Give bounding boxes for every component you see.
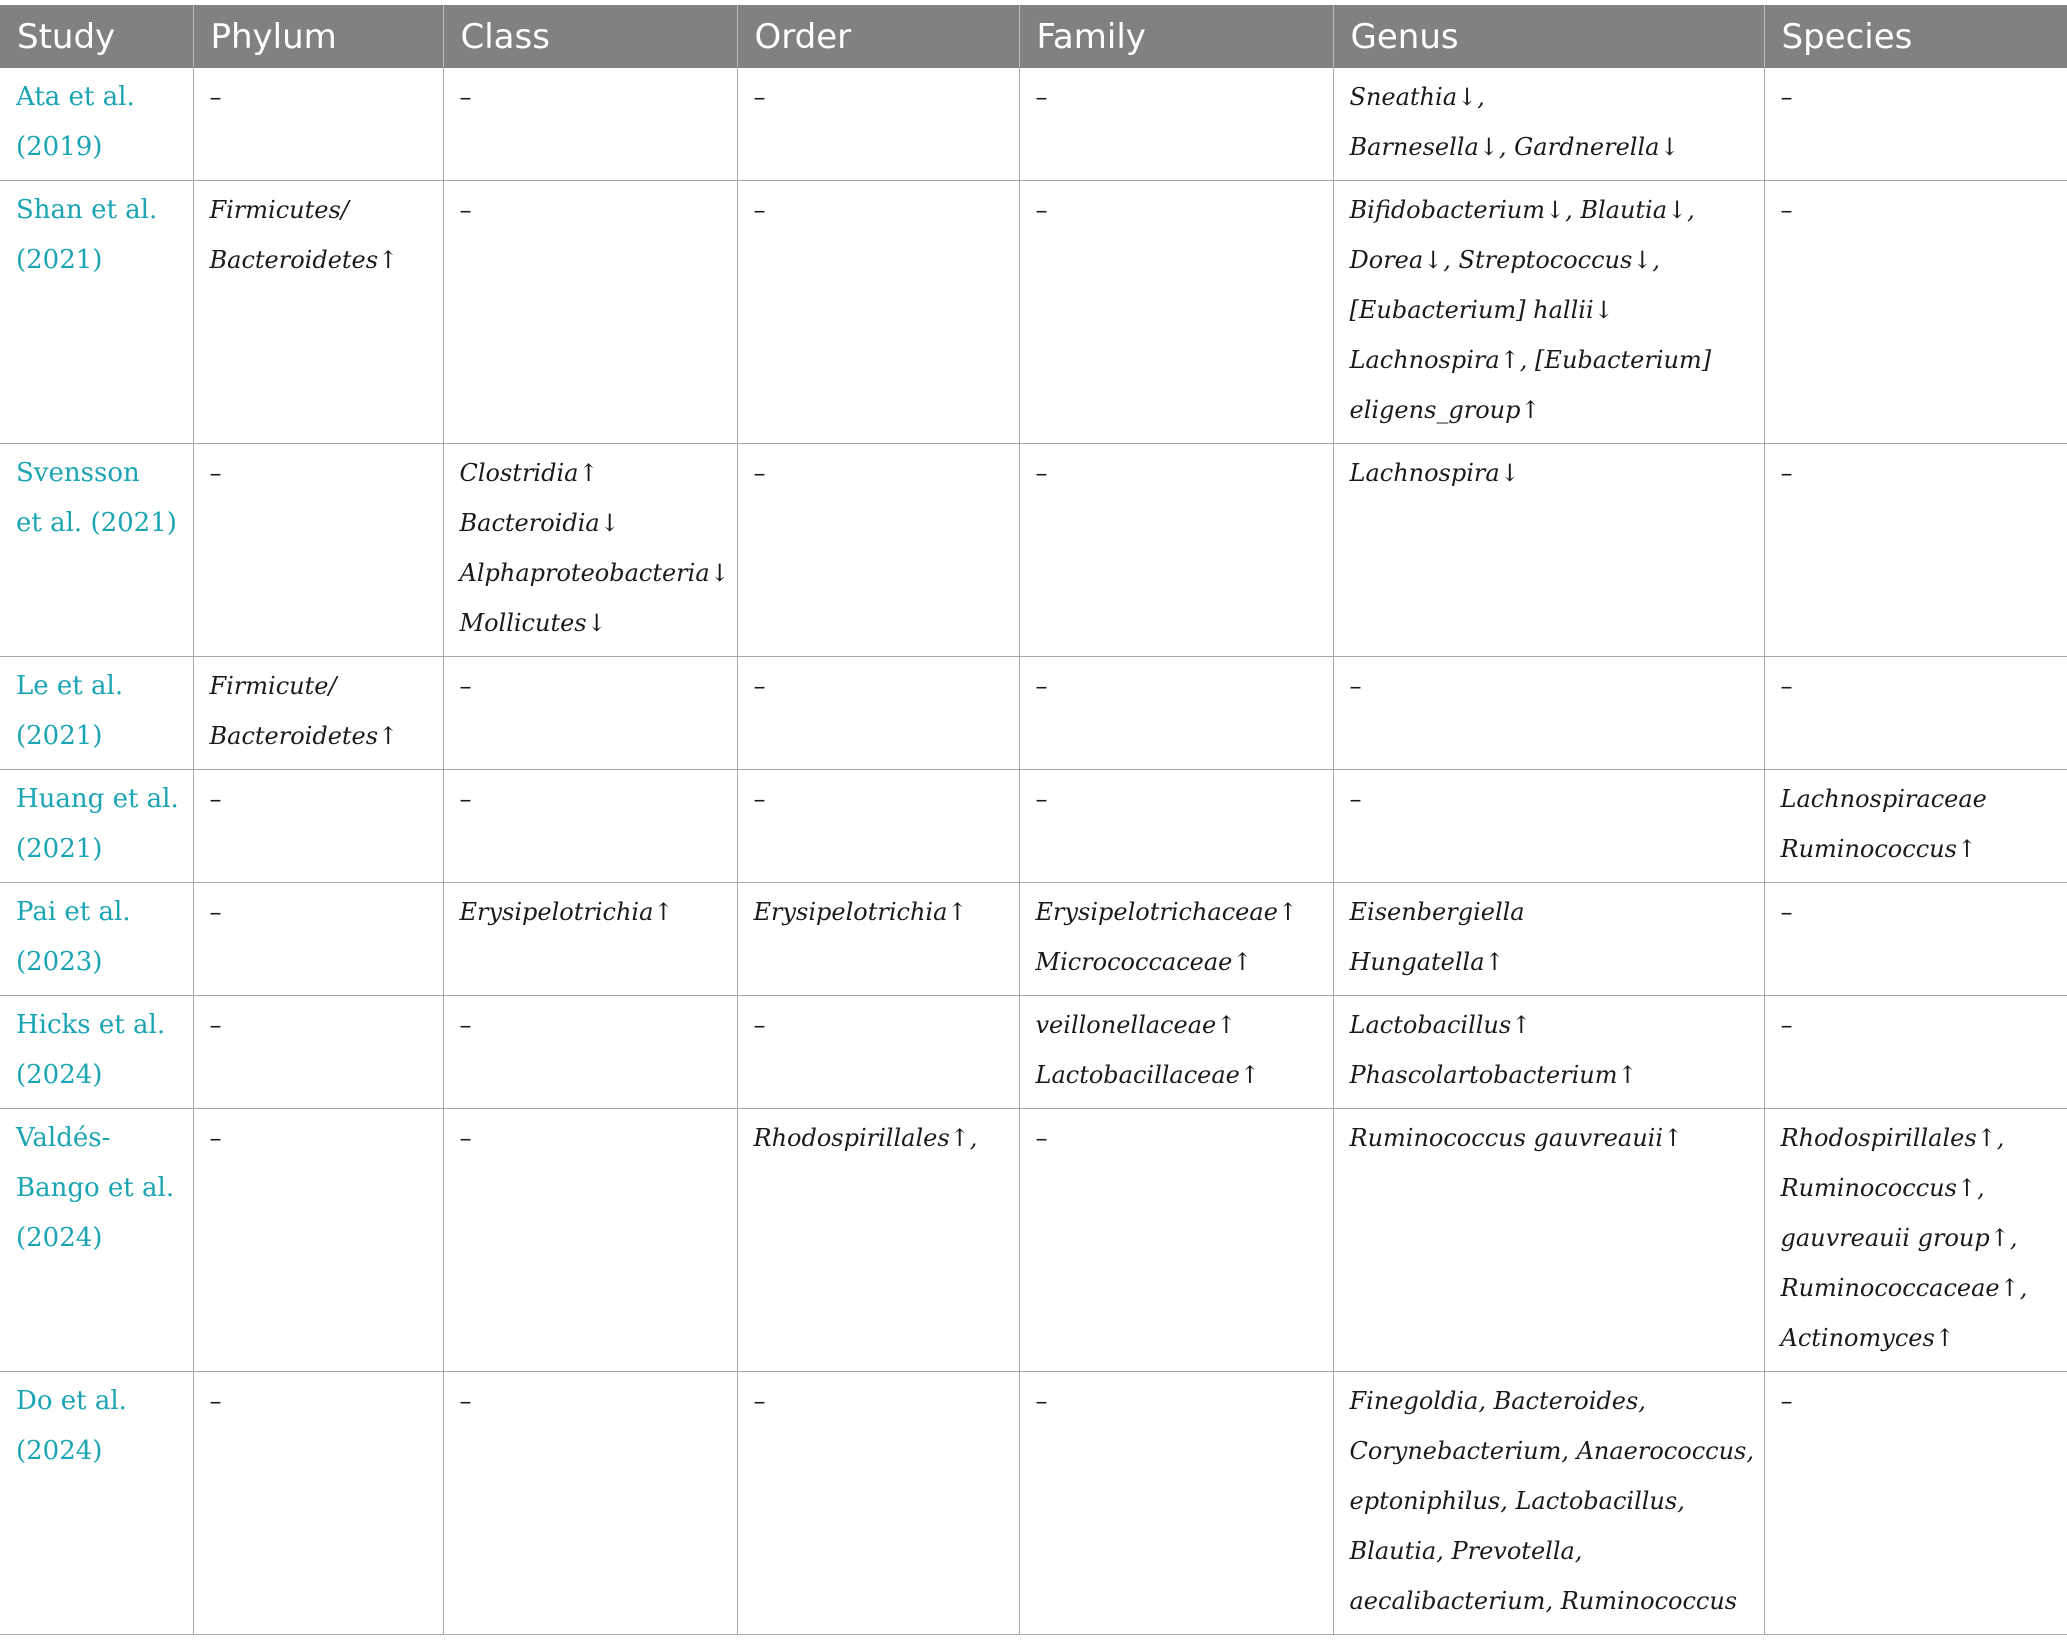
taxon-line: Mollicutes↓	[459, 609, 607, 637]
taxon-line: Bacteroidetes↑	[209, 722, 399, 750]
table-row	[0, 770, 2067, 883]
cell-class	[443, 657, 737, 770]
cell-phylum	[193, 181, 443, 444]
study-citation-line[interactable]: (2024)	[16, 1060, 103, 1090]
taxon-line: –	[1035, 1124, 1048, 1152]
taxon-line: –	[1780, 196, 1793, 224]
cell-genus	[1333, 1109, 1764, 1372]
cell-family	[1019, 68, 1333, 181]
study-citation-line[interactable]: (2024)	[16, 1436, 103, 1466]
taxon-line: –	[753, 83, 766, 111]
taxon-line: –	[459, 1124, 472, 1152]
cell-order	[737, 657, 1019, 770]
taxon-line: –	[459, 1011, 472, 1039]
taxon-line: Sneathia↓,	[1349, 83, 1485, 111]
cell-class	[443, 996, 737, 1109]
study-citation-line[interactable]: Bango et al.	[16, 1173, 175, 1203]
taxon-line: –	[209, 1124, 222, 1152]
cell-phylum	[193, 770, 443, 883]
study-citation-line[interactable]: Svensson	[16, 458, 140, 488]
taxon-line: Hungatella↑	[1349, 948, 1505, 976]
table-row	[0, 996, 2067, 1109]
taxon-line: Lachnospira↓	[1349, 459, 1520, 487]
header-class: Class	[443, 5, 737, 68]
taxon-line: Erysipelotrichaceae↑	[1035, 898, 1298, 926]
header-phylum: Phylum	[193, 5, 443, 68]
cell-species	[1764, 1109, 2067, 1372]
cell-study[interactable]	[0, 68, 193, 181]
taxon-line: –	[1349, 785, 1362, 813]
cell-class	[443, 68, 737, 181]
taxon-line: Micrococcaceae↑	[1035, 948, 1253, 976]
taxon-line: Alphaproteobacteria↓	[459, 559, 730, 587]
taxon-line: –	[209, 459, 222, 487]
cell-species	[1764, 68, 2067, 181]
taxa-table	[0, 5, 2067, 1635]
cell-order	[737, 1109, 1019, 1372]
cell-family	[1019, 181, 1333, 444]
taxon-line: –	[1780, 898, 1793, 926]
taxon-line: Lachnospiraceae	[1780, 785, 1987, 813]
table-row	[0, 68, 2067, 181]
taxon-line: gauvreauii group↑,	[1780, 1224, 2018, 1252]
taxon-line: –	[459, 196, 472, 224]
taxon-line: –	[459, 83, 472, 111]
taxon-line: Bacteroidia↓	[459, 509, 620, 537]
taxon-line: –	[1780, 1011, 1793, 1039]
cell-class	[443, 1372, 737, 1635]
taxon-line: [Eubacterium] hallii↓	[1349, 296, 1614, 324]
taxon-line: –	[209, 1011, 222, 1039]
taxon-line: –	[459, 785, 472, 813]
header-genus: Genus	[1333, 5, 1764, 68]
study-citation-line[interactable]: et al. (2021)	[16, 508, 177, 538]
study-citation-line[interactable]: Le et al.	[16, 671, 124, 701]
cell-genus	[1333, 444, 1764, 657]
cell-study[interactable]	[0, 181, 193, 444]
cell-phylum	[193, 68, 443, 181]
taxon-line: Lactobacillus↑	[1349, 1011, 1532, 1039]
cell-class	[443, 181, 737, 444]
taxon-line: –	[753, 785, 766, 813]
taxon-line: –	[1780, 1387, 1793, 1415]
cell-species	[1764, 883, 2067, 996]
cell-species	[1764, 444, 2067, 657]
taxon-line: –	[459, 1387, 472, 1415]
cell-family	[1019, 444, 1333, 657]
cell-study[interactable]	[0, 770, 193, 883]
taxon-line: Finegoldia, Bacteroides,	[1349, 1387, 1646, 1415]
taxon-line: –	[459, 672, 472, 700]
cell-phylum	[193, 657, 443, 770]
cell-order	[737, 181, 1019, 444]
cell-genus	[1333, 996, 1764, 1109]
study-citation-line[interactable]: Hicks et al.	[16, 1010, 166, 1040]
cell-order	[737, 68, 1019, 181]
taxon-line: Clostridia↑	[459, 459, 599, 487]
cell-order	[737, 1372, 1019, 1635]
taxon-line: –	[753, 1011, 766, 1039]
taxon-line: –	[753, 1387, 766, 1415]
cell-phylum	[193, 883, 443, 996]
cell-phylum	[193, 444, 443, 657]
taxon-line: aecalibacterium, Ruminococcus	[1349, 1587, 1738, 1615]
taxon-line: Erysipelotrichia↑	[459, 898, 674, 926]
taxon-line: –	[1035, 459, 1048, 487]
taxon-line: –	[209, 785, 222, 813]
taxon-line: Lactobacillaceae↑	[1035, 1061, 1260, 1089]
table-row	[0, 1109, 2067, 1372]
cell-species	[1764, 1372, 2067, 1635]
cell-genus	[1333, 68, 1764, 181]
taxon-line: eptoniphilus, Lactobacillus,	[1349, 1487, 1685, 1515]
study-citation-line[interactable]: (2021)	[16, 834, 103, 864]
taxon-line: –	[1035, 672, 1048, 700]
table-row	[0, 1372, 2067, 1635]
taxon-line: Corynebacterium, Anaerococcus,	[1349, 1437, 1754, 1465]
header-study: Study	[0, 5, 193, 68]
taxon-line: –	[1780, 83, 1793, 111]
taxon-line: –	[209, 898, 222, 926]
taxon-line: Actinomyces↑	[1780, 1324, 1955, 1352]
taxon-line: Ruminococcus↑	[1780, 835, 1978, 863]
taxon-line: veillonellaceae↑	[1035, 1011, 1237, 1039]
table-row	[0, 883, 2067, 996]
cell-genus	[1333, 883, 1764, 996]
taxon-line: –	[753, 196, 766, 224]
taxon-line: –	[1780, 459, 1793, 487]
study-citation-line[interactable]: (2021)	[16, 245, 103, 275]
taxon-line: –	[209, 1387, 222, 1415]
taxon-line: –	[1035, 83, 1048, 111]
cell-order	[737, 883, 1019, 996]
header-family: Family	[1019, 5, 1333, 68]
table-body	[0, 68, 2067, 1635]
taxon-line: Rhodospirillales↑,	[753, 1124, 978, 1152]
taxon-line: –	[1035, 196, 1048, 224]
taxon-line: Phascolartobacterium↑	[1349, 1061, 1638, 1089]
study-citation-line[interactable]: (2021)	[16, 721, 103, 751]
taxon-line: Lachnospira↑, [Eubacterium]	[1349, 346, 1712, 374]
cell-order	[737, 444, 1019, 657]
header-species: Species	[1764, 5, 2067, 68]
cell-phylum	[193, 1372, 443, 1635]
taxon-line: Rhodospirillales↑,	[1780, 1124, 2005, 1152]
cell-study[interactable]	[0, 1109, 193, 1372]
cell-genus	[1333, 770, 1764, 883]
cell-genus	[1333, 1372, 1764, 1635]
cell-study[interactable]	[0, 444, 193, 657]
cell-family	[1019, 1109, 1333, 1372]
study-citation-line[interactable]: Valdés-	[16, 1123, 111, 1153]
cell-family	[1019, 883, 1333, 996]
taxon-line: Bifidobacterium↓, Blautia↓,	[1349, 196, 1695, 224]
taxon-line: –	[753, 672, 766, 700]
taxon-line: Ruminococcus gauvreauii↑	[1349, 1124, 1684, 1152]
cell-family	[1019, 996, 1333, 1109]
taxon-line: –	[1035, 785, 1048, 813]
cell-phylum	[193, 996, 443, 1109]
cell-class	[443, 883, 737, 996]
taxon-line: –	[753, 459, 766, 487]
study-citation-line[interactable]: (2024)	[16, 1223, 103, 1253]
header-order: Order	[737, 5, 1019, 68]
cell-genus	[1333, 657, 1764, 770]
cell-family	[1019, 1372, 1333, 1635]
cell-study[interactable]	[0, 883, 193, 996]
cell-genus	[1333, 181, 1764, 444]
taxon-line: Barnesella↓, Gardnerella↓	[1349, 133, 1680, 161]
study-citation-line[interactable]: (2019)	[16, 132, 103, 162]
cell-class	[443, 770, 737, 883]
cell-species	[1764, 181, 2067, 444]
table-row	[0, 444, 2067, 657]
cell-class	[443, 1109, 737, 1372]
cell-study[interactable]	[0, 996, 193, 1109]
taxon-line: Dorea↓, Streptococcus↓,	[1349, 246, 1661, 274]
taxon-line: –	[209, 83, 222, 111]
study-citation-line[interactable]: Do et al.	[16, 1386, 127, 1416]
study-citation-line[interactable]: Huang et al.	[16, 784, 179, 814]
taxon-line: –	[1035, 1387, 1048, 1415]
cell-species	[1764, 657, 2067, 770]
cell-phylum	[193, 1109, 443, 1372]
taxon-line: Ruminococcaceae↑,	[1780, 1274, 2028, 1302]
taxon-line: –	[1349, 672, 1362, 700]
cell-family	[1019, 770, 1333, 883]
table-header	[0, 5, 2067, 68]
cell-order	[737, 770, 1019, 883]
study-citation-line[interactable]: Pai et al.	[16, 897, 131, 927]
cell-study[interactable]	[0, 657, 193, 770]
taxon-line: eligens_group↑	[1349, 396, 1541, 424]
taxon-line: Ruminococcus↑,	[1780, 1174, 1985, 1202]
cell-species	[1764, 770, 2067, 883]
taxon-line: Eisenbergiella	[1349, 898, 1525, 926]
cell-class	[443, 444, 737, 657]
cell-family	[1019, 657, 1333, 770]
table-row	[0, 181, 2067, 444]
taxon-line: Firmicute/	[209, 672, 337, 700]
study-citation-line[interactable]: (2023)	[16, 947, 103, 977]
study-citation-line[interactable]: Shan et al.	[16, 195, 158, 225]
study-citation-line[interactable]: Ata et al.	[16, 82, 135, 112]
taxon-line: –	[1780, 672, 1793, 700]
cell-study[interactable]	[0, 1372, 193, 1635]
cell-order	[737, 996, 1019, 1109]
taxon-line: Blautia, Prevotella,	[1349, 1537, 1583, 1565]
header-row	[0, 5, 2067, 68]
cell-species	[1764, 996, 2067, 1109]
taxon-line: Firmicutes/	[209, 196, 349, 224]
table-row	[0, 657, 2067, 770]
taxon-line: Bacteroidetes↑	[209, 246, 399, 274]
taxon-line: Erysipelotrichia↑	[753, 898, 968, 926]
